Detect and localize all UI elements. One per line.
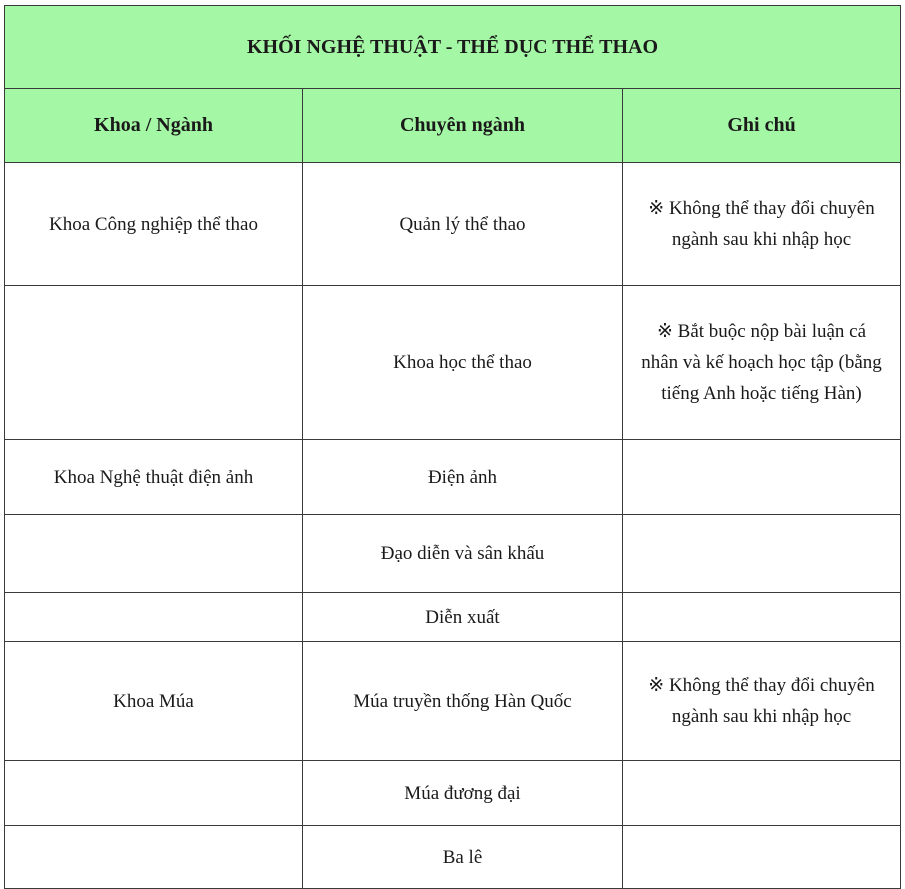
- column-header-faculty: Khoa / Ngành: [5, 89, 303, 163]
- major-cell: Múa đương đại: [303, 761, 623, 826]
- column-header-note: Ghi chú: [623, 89, 901, 163]
- major-cell: Quản lý thể thao: [303, 163, 623, 286]
- note-cell: [623, 826, 901, 889]
- table-title: KHỐI NGHỆ THUẬT - THỂ DỤC THỂ THAO: [5, 6, 901, 89]
- major-cell: Đạo diễn và sân khấu: [303, 515, 623, 593]
- faculty-cell: [5, 286, 303, 440]
- table-row: [5, 440, 901, 515]
- programs-table: [4, 5, 901, 889]
- table-row: [5, 593, 901, 642]
- table-row: [5, 286, 901, 440]
- table-row: [5, 163, 901, 286]
- major-cell: Điện ảnh: [303, 440, 623, 515]
- faculty-cell: [5, 761, 303, 826]
- major-cell: Diễn xuất: [303, 593, 623, 642]
- note-cell: [623, 761, 901, 826]
- table-row: [5, 826, 901, 889]
- note-cell: [623, 163, 901, 286]
- faculty-cell: [5, 826, 303, 889]
- note-cell: [623, 515, 901, 593]
- note-text: ※ Không thể thay đổi chuyên ngành sau khi nhập học: [648, 198, 875, 250]
- major-cell: Ba lê: [303, 826, 623, 889]
- table-row: [5, 515, 901, 593]
- note-cell: [623, 593, 901, 642]
- faculty-cell: [5, 593, 303, 642]
- note-cell: [623, 642, 901, 761]
- note-text: ※ Bắt buộc nộp bài luận cá nhân và kế hoạch học tập (bằng tiếng Anh hoặc tiếng Hàn): [641, 321, 882, 404]
- major-cell: Múa truyền thống Hàn Quốc: [303, 642, 623, 761]
- table-row: [5, 761, 901, 826]
- faculty-cell: Khoa Công nghiệp thể thao: [5, 163, 303, 286]
- title-row: [5, 6, 901, 89]
- column-header-major: Chuyên ngành: [303, 89, 623, 163]
- header-row: [5, 89, 901, 163]
- faculty-cell: [5, 515, 303, 593]
- faculty-cell: Khoa Múa: [5, 642, 303, 761]
- note-cell: [623, 440, 901, 515]
- major-cell: Khoa học thể thao: [303, 286, 623, 440]
- note-text: ※ Không thể thay đổi chuyên ngành sau khi nhập học: [648, 675, 875, 727]
- note-cell: [623, 286, 901, 440]
- table-row: [5, 642, 901, 761]
- faculty-cell: Khoa Nghệ thuật điện ảnh: [5, 440, 303, 515]
